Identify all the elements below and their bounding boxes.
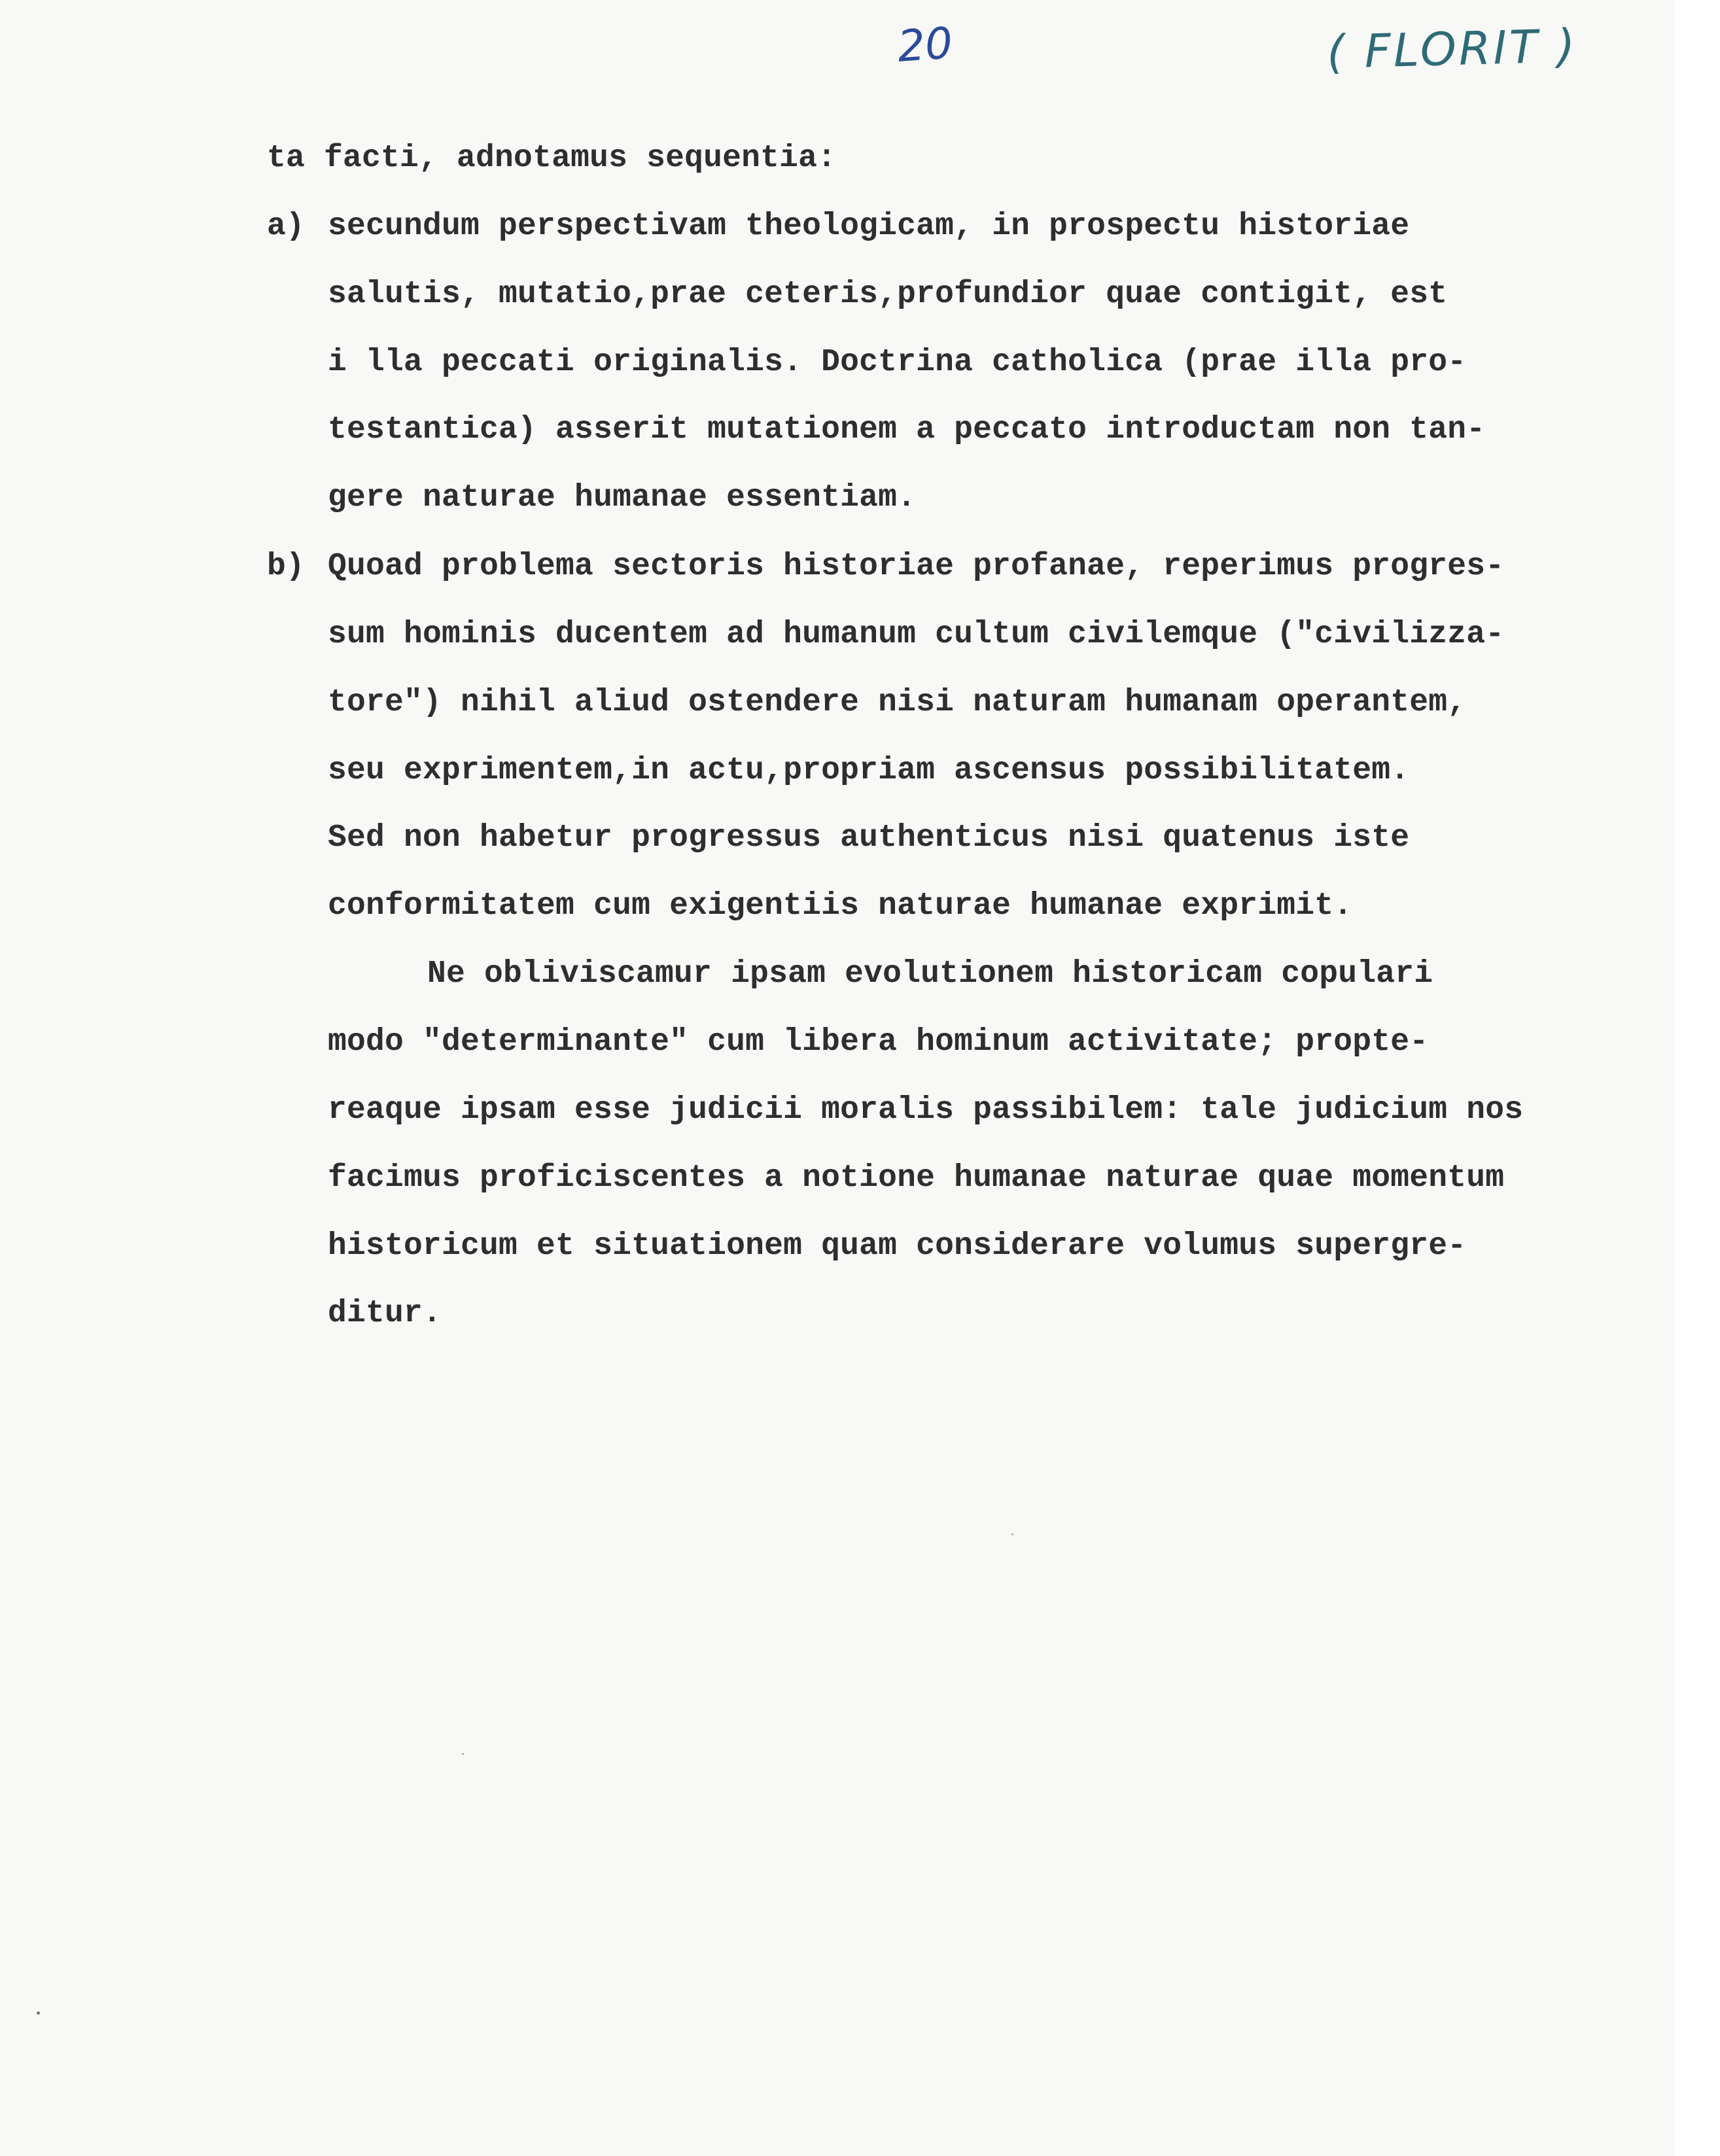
paragraph-line-4: facimus proficiscentes a notione humanae naturae quae momentum xyxy=(328,1160,1505,1196)
paragraph-line-2: modo "determinante" cum libera hominum activitate; propte- xyxy=(328,1024,1429,1060)
scan-margin xyxy=(1675,0,1720,2156)
paper-speck xyxy=(462,1753,464,1755)
paper-speck xyxy=(1011,1533,1013,1535)
paragraph-line-3: reaque ipsam esse judicii moralis passibilem: tale judicium nos xyxy=(328,1092,1524,1128)
item-a-line-4: testantica) asserit mutationem a peccato introductam non tan- xyxy=(328,412,1486,447)
item-b-line-6: conformitatem cum exigentiis naturae humanae exprimit. xyxy=(328,888,1353,924)
item-a-line-2: salutis, mutatio,prae ceteris,profundior quae contigit, est xyxy=(328,277,1448,312)
item-a-line-3: i lla peccati originalis. Doctrina catholica (prae illa pro- xyxy=(328,345,1467,380)
paper-speck xyxy=(37,2011,40,2015)
item-b-line-5: Sed non habetur progressus authenticus nisi quatenus iste xyxy=(328,820,1410,856)
intro-line: ta facti, adnotamus sequentia: xyxy=(267,141,837,176)
paragraph-line-6: ditur. xyxy=(328,1296,442,1331)
item-b-line-2: sum hominis ducentem ad humanum cultum civilemque ("civilizza- xyxy=(328,617,1505,652)
item-b-marker: b) xyxy=(267,549,305,584)
item-b-line-3: tore") nihil aliud ostendere nisi naturam humanam operantem, xyxy=(328,685,1467,720)
item-a-line-1: secundum perspectivam theologicam, in prospectu historiae xyxy=(328,209,1410,244)
item-a-line-5: gere naturae humanae essentiam. xyxy=(328,480,917,515)
handwritten-author-note: ( FLORIT ) xyxy=(1325,18,1579,80)
paragraph-line-1: Ne obliviscamur ipsam evolutionem historicam copulari xyxy=(427,956,1433,992)
paragraph-line-5: historicum et situationem quam considerare volumus supergre- xyxy=(328,1228,1467,1264)
handwritten-page-number: 20 xyxy=(896,18,955,72)
item-b-line-1: Quoad problema sectoris historiae profanae, reperimus progres- xyxy=(328,549,1505,584)
item-a-marker: a) xyxy=(267,209,305,244)
item-b-line-4: seu exprimentem,in actu,propriam ascensus possibilitatem. xyxy=(328,753,1410,788)
